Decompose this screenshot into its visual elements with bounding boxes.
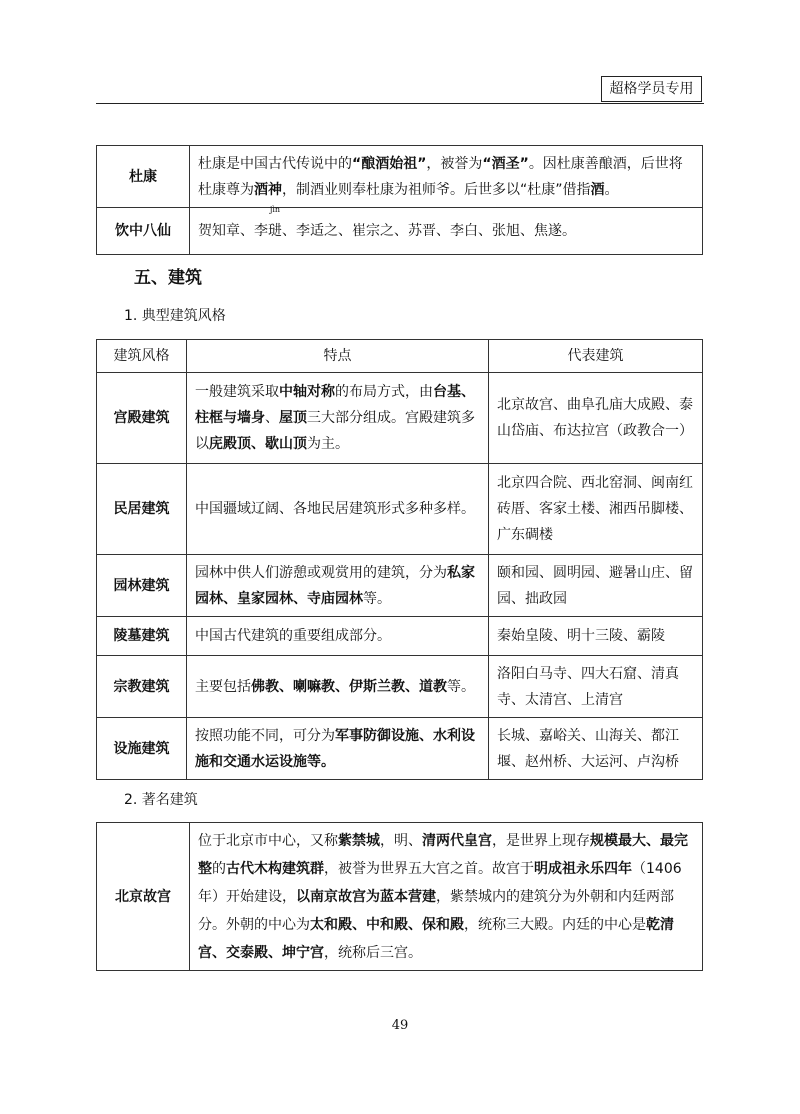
text-run: 主要包括 <box>195 678 251 695</box>
bold-text-run: 明成祖永乐四年 <box>534 860 632 877</box>
style-examples: 长城、嘉峪关、山海关、都江堰、赵州桥、大运河、卢沟桥 <box>489 718 703 780</box>
text-run: 等。 <box>447 678 475 695</box>
building-name: 北京故宫 <box>97 823 190 971</box>
text-run: ，被誉为世界五大宫之首。故宫于 <box>324 860 534 877</box>
style-name: 陵墓建筑 <box>97 617 187 656</box>
section-title: 五、建筑 <box>134 268 202 288</box>
ruby-pinyin: jìn <box>269 205 281 214</box>
text-run: 。 <box>604 181 619 198</box>
text-run: ，制酒业则奉杜康为祖师爷。后世多以“杜康”借指 <box>282 181 591 198</box>
building-description <box>190 823 703 971</box>
text-run: ，被誉为 <box>426 155 483 172</box>
ruby-char <box>268 205 282 244</box>
text-run: ，明、 <box>380 832 422 849</box>
table-row <box>97 656 703 718</box>
bold-text-run: 庑殿顶、歇山顶 <box>209 436 307 452</box>
table-row <box>97 464 703 555</box>
page-number: 49 <box>391 1018 409 1033</box>
text-run: 园林中供人们游憩或观赏用的建筑，分为 <box>195 564 447 581</box>
table-row <box>97 208 703 255</box>
text-run: （1406年）开始建设， <box>198 860 682 905</box>
wine-table <box>96 145 703 255</box>
row-name: 饮中八仙 <box>97 208 190 255</box>
text-run: 的 <box>212 860 226 877</box>
bold-text-run: 规模最大、最完整 <box>198 832 688 877</box>
bold-text-run: 古代木构建筑群 <box>226 860 324 877</box>
row-description <box>190 205 703 255</box>
text-run: ，是世界上现存 <box>492 832 590 849</box>
text-run: 位于北京市中心，又称 <box>198 832 338 849</box>
bold-text-run: 台基、柱框与墙身 <box>195 384 475 426</box>
bold-text-run: 军事防御设施、水利设施和交通水运设施等。 <box>195 727 475 770</box>
bold-text-run: 屋顶 <box>279 410 307 426</box>
style-name: 宗教建筑 <box>97 656 187 718</box>
text-run: 杜康是中国古代传说中的 <box>198 155 352 172</box>
subsection-title-styles: 1. 典型建筑风格 <box>124 308 226 324</box>
bold-text-run: 酒 <box>590 181 605 198</box>
style-examples: 颐和园、圆明园、避暑山庄、留园、拙政园 <box>489 555 703 617</box>
text-run: 的布局方式，由 <box>335 384 433 400</box>
column-header: 代表建筑 <box>489 340 703 373</box>
column-header: 建筑风格 <box>97 340 187 373</box>
style-examples: 洛阳白马寺、四大石窟、清真寺、太清宫、上清宫 <box>489 656 703 718</box>
table-row <box>97 823 703 971</box>
text-run: 一般建筑采取 <box>195 384 279 400</box>
famous-table <box>96 822 703 971</box>
style-examples: 北京故宫、曲阜孔庙大成殿、泰山岱庙、布达拉宫（政教合一） <box>489 373 703 464</box>
style-name: 民居建筑 <box>97 464 187 555</box>
text-run: 中国古代建筑的重要组成部分。 <box>195 628 391 644</box>
bold-text-run: 太和殿、中和殿、保和殿 <box>310 916 464 933</box>
table-row <box>97 555 703 617</box>
text-run: ，统称三大殿。内廷的中心是 <box>464 916 646 933</box>
style-feature <box>187 373 489 464</box>
ruby-base: 琎 <box>268 223 282 239</box>
style-feature <box>187 656 489 718</box>
bold-text-run: 酒神 <box>254 181 282 198</box>
table-row <box>97 373 703 464</box>
style-examples: 北京四合院、西北窑洞、闽南红砖厝、客家土楼、湘西吊脚楼、广东碉楼 <box>489 464 703 555</box>
text-run: 、 <box>265 410 279 426</box>
text-run: ，紫禁城内的建筑分为外朝和内廷两部分。外朝的中心为 <box>198 888 674 933</box>
text-run: 等。 <box>363 590 391 607</box>
bold-text-run: 中轴对称 <box>279 384 335 400</box>
text-run: 中国疆域辽阔、各地民居建筑形式多种多样。 <box>195 501 475 517</box>
row-name: 杜康 <box>97 146 190 208</box>
text-run: 为主。 <box>307 436 349 452</box>
bold-text-run: “酿酒始祖” <box>352 155 427 172</box>
table-row <box>97 146 703 208</box>
bold-text-run: 私家园林、皇家园林、寺庙园林 <box>195 564 475 607</box>
desc-after: 、李适之、崔宗之、苏晋、李白、张旭、焦遂。 <box>282 223 576 239</box>
style-feature <box>187 555 489 617</box>
bold-text-run: “酒圣” <box>482 155 529 172</box>
text-run: ，统称后三宫。 <box>324 944 422 961</box>
style-feature <box>187 464 489 555</box>
style-name: 设施建筑 <box>97 718 187 780</box>
table-header-row <box>97 340 703 373</box>
style-name: 宫殿建筑 <box>97 373 187 464</box>
bold-text-run: 乾清宫、交泰殿、坤宁宫 <box>198 916 674 961</box>
style-feature <box>187 718 489 780</box>
bold-text-run: 以南京故宫为蓝本营建 <box>296 888 436 905</box>
header-label: 超格学员专用 <box>601 76 702 102</box>
style-table <box>96 339 703 780</box>
text-run: 按照功能不同，可分为 <box>195 727 335 744</box>
bold-text-run: 紫禁城 <box>338 832 380 849</box>
style-name: 园林建筑 <box>97 555 187 617</box>
text-run: 三大部分组成。宫殿建筑多以 <box>195 410 475 452</box>
desc-before: 贺知章、李 <box>198 223 268 239</box>
header-rule <box>96 103 704 104</box>
style-examples: 秦始皇陵、明十三陵、霸陵 <box>489 617 703 656</box>
text-run: 。因杜康善酿酒，后世将杜康尊为 <box>198 155 683 198</box>
table-row <box>97 617 703 656</box>
subsection-title-famous: 2. 著名建筑 <box>124 792 198 808</box>
table-row <box>97 718 703 780</box>
row-description <box>190 146 703 208</box>
style-feature <box>187 617 489 656</box>
bold-text-run: 清两代皇宫 <box>422 832 492 849</box>
column-header: 特点 <box>187 340 489 373</box>
bold-text-run: 佛教、喇嘛教、伊斯兰教、道教 <box>251 678 447 695</box>
